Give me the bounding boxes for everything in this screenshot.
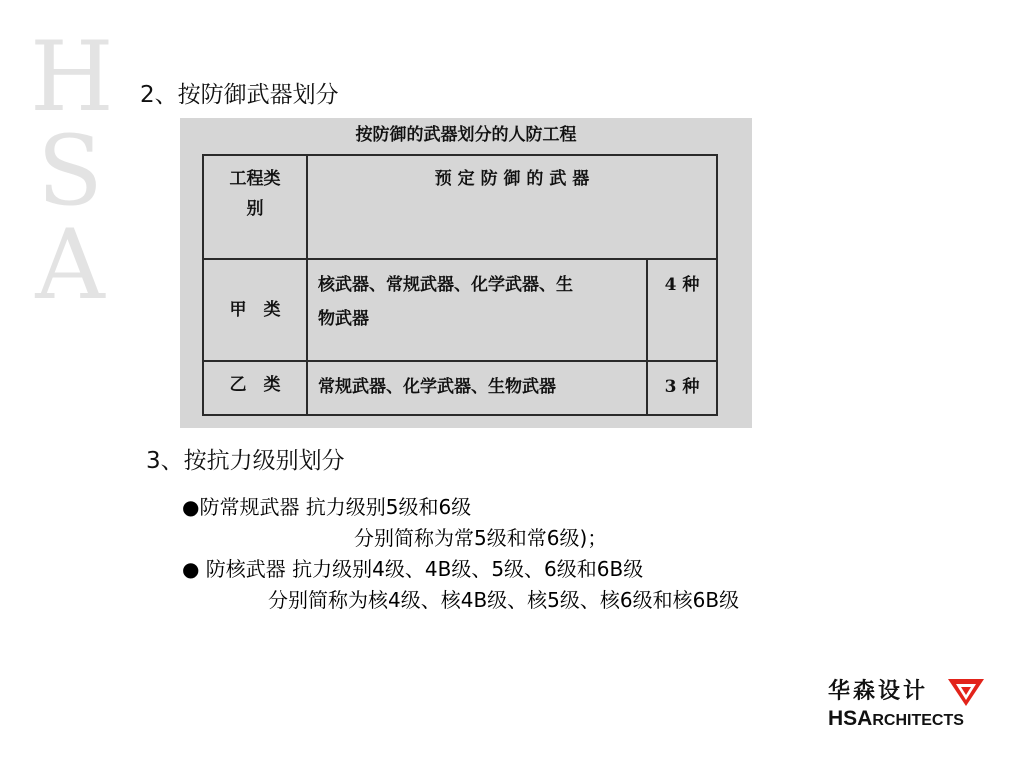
list-item: ● 防核武器 抗力级别4级、4B级、5级、6级和6B级 bbox=[182, 557, 644, 581]
row-weapons-line1: 核武器、常规武器、化学武器、生 bbox=[318, 275, 573, 295]
table-title: 按防御的武器划分的人防工程 bbox=[355, 125, 577, 145]
logo-english-name bbox=[828, 707, 964, 731]
list-item-detail: 分别简称为核4级、核4B级、核5级、核6级和核6B级 bbox=[268, 588, 740, 612]
logo-chinese-name: 华森设计 bbox=[828, 679, 929, 704]
header-category bbox=[203, 155, 307, 259]
row-weapons: 常规武器、化学武器、生物武器 bbox=[307, 361, 647, 415]
list-item-detail: 分别简称为常5级和常6级)； bbox=[354, 526, 608, 550]
table-header-row bbox=[203, 155, 717, 259]
watermark-letter-h: H bbox=[30, 21, 114, 133]
section-heading-resistance: 3、按抗力级别划分 bbox=[146, 448, 345, 474]
watermark-letter-a: A bbox=[35, 209, 105, 321]
section-heading-weapons: 2、按防御武器划分 bbox=[140, 82, 339, 108]
row-weapons-line2: 物武器 bbox=[318, 309, 369, 329]
logo-rchitects: RCHITECTS bbox=[872, 712, 964, 729]
scanned-table-image bbox=[180, 118, 752, 428]
resistance-list bbox=[182, 492, 739, 616]
row-count: 3 种 bbox=[647, 361, 717, 415]
triangle-logo-icon bbox=[946, 676, 986, 708]
header-category-line1: 工程类 bbox=[229, 169, 281, 189]
header-category-line2: 别 bbox=[246, 199, 264, 219]
logo-hsa: HSA bbox=[828, 707, 873, 730]
weapons-table bbox=[202, 154, 718, 416]
hsa-watermark bbox=[30, 21, 114, 321]
header-weapons-label: 预 定 防 御 的 武 器 bbox=[434, 169, 590, 189]
row-category: 甲 类 bbox=[203, 259, 307, 361]
list-item: ●防常规武器 抗力级别5级和6级 bbox=[182, 495, 472, 519]
row-category: 乙 类 bbox=[203, 361, 307, 415]
row-count: 4 种 bbox=[647, 259, 717, 361]
table-row bbox=[203, 361, 717, 415]
row-weapons bbox=[307, 259, 647, 361]
watermark-letter-s: S bbox=[37, 115, 103, 227]
table-row bbox=[203, 259, 717, 361]
company-logo bbox=[828, 674, 964, 731]
header-weapons bbox=[307, 155, 717, 259]
